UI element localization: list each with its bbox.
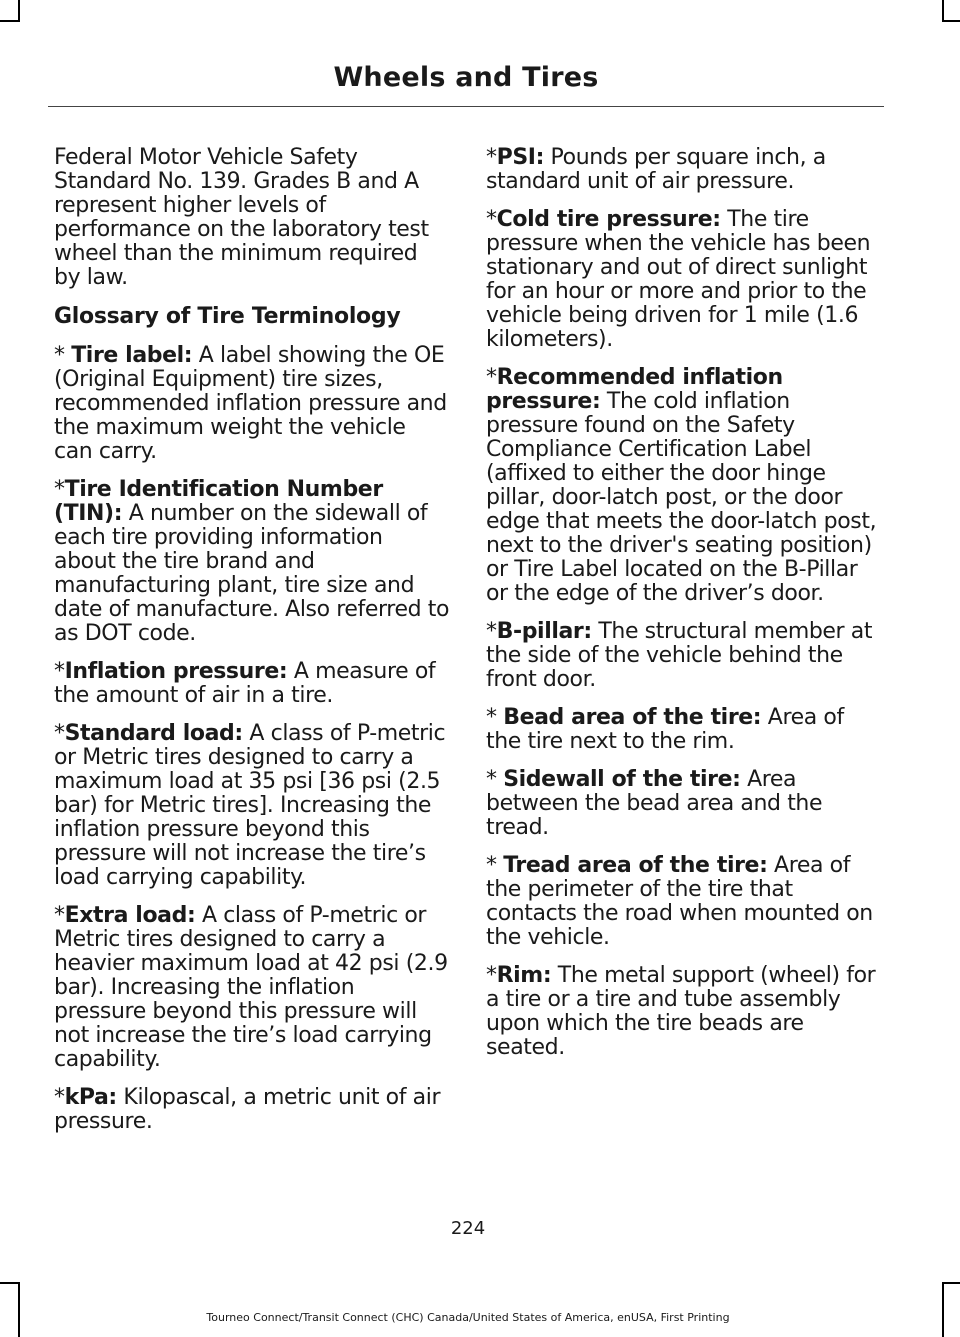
entry-term: Rim: bbox=[496, 963, 552, 988]
entry-term: Tire label: bbox=[71, 343, 193, 368]
header-divider bbox=[48, 106, 884, 107]
footer-text: Tourneo Connect/Transit Connect (CHC) Canada/United States of America, enUSA, First Printing bbox=[206, 1311, 730, 1324]
entry-prefix: * bbox=[486, 145, 497, 170]
crop-mark bbox=[942, 20, 960, 22]
entry-definition: The structural member at the side of the vehicle behind the front door. bbox=[486, 619, 873, 692]
left-terms-list bbox=[54, 344, 450, 1134]
entry-term: Sidewall of the tire: bbox=[503, 767, 741, 792]
glossary-entry bbox=[54, 344, 450, 464]
entry-prefix: * bbox=[54, 659, 65, 684]
entry-term: Extra load: bbox=[64, 903, 196, 928]
entry-definition: The tire pressure when the vehicle has been stationary and out of direct sunlight for an hour or more and prior to the vehicle being driven for 1 mile (1.6 kilometers). bbox=[486, 207, 871, 352]
entry-term: Tread area of the tire: bbox=[503, 853, 768, 878]
entry-definition: Kilopascal, a metric unit of air pressure. bbox=[54, 1085, 441, 1134]
entry-prefix: * bbox=[486, 207, 497, 232]
entry-term: kPa: bbox=[64, 1085, 117, 1110]
entry-definition: Area between the bead area and the tread. bbox=[486, 767, 823, 840]
intro-paragraph: Federal Motor Vehicle Safety Standard No. 139. Grades B and A represent higher levels of performance on the laboratory test wheel than the minimum required by law. bbox=[54, 145, 429, 290]
glossary-entry bbox=[54, 722, 450, 890]
entry-prefix: * bbox=[54, 343, 72, 368]
glossary-entry bbox=[54, 478, 450, 646]
entry-prefix: * bbox=[486, 853, 504, 878]
entry-term: Recommended inflation pressure: bbox=[486, 365, 783, 414]
entry-definition: Area of the perimeter of the tire that contacts the road when mounted on the vehicle. bbox=[486, 853, 873, 950]
entry-prefix: * bbox=[486, 365, 497, 390]
page-title: Wheels and Tires bbox=[333, 62, 599, 93]
glossary-entry bbox=[486, 208, 882, 352]
glossary-entry bbox=[486, 768, 882, 840]
glossary-entry bbox=[54, 904, 450, 1072]
entry-definition: Area of the tire next to the rim. bbox=[486, 705, 844, 754]
entry-prefix: * bbox=[54, 477, 65, 502]
glossary-entry bbox=[486, 146, 882, 194]
entry-definition: A label showing the OE (Original Equipment) tire sizes, recommended inflation pressure and the maximum weight the vehicle can carry. bbox=[54, 343, 447, 464]
entry-definition: A number on the sidewall of each tire providing information about the tire brand and manufacturing plant, tire size and date of manufacture. Also referred to as DOT code. bbox=[54, 501, 450, 646]
entry-definition: The metal support (wheel) for a tire or a tire and tube assembly upon which the tire beads are seated. bbox=[486, 963, 876, 1060]
crop-mark bbox=[942, 0, 944, 22]
right-column bbox=[486, 146, 882, 1074]
right-terms-list bbox=[486, 146, 882, 1060]
crop-mark bbox=[942, 1282, 960, 1284]
entry-term: Inflation pressure: bbox=[64, 659, 288, 684]
crop-mark bbox=[18, 0, 20, 22]
entry-prefix: * bbox=[486, 705, 504, 730]
entry-prefix: * bbox=[54, 1085, 65, 1110]
glossary-entry bbox=[486, 964, 882, 1060]
entry-prefix: * bbox=[54, 721, 65, 746]
entry-term: Bead area of the tire: bbox=[503, 705, 762, 730]
entry-prefix: * bbox=[54, 903, 65, 928]
entry-definition: Pounds per square inch, a standard unit of air pressure. bbox=[486, 145, 826, 194]
crop-mark bbox=[942, 1282, 944, 1337]
entry-definition: A class of P-metric or Metric tires designed to carry a maximum load at 35 psi [36 psi (2.5 bar) for Metric tires]. Increasing the inflation pressure beyond this pressure will not increase the tire’s load carrying capability. bbox=[54, 721, 446, 890]
crop-mark bbox=[0, 20, 20, 22]
crop-mark bbox=[18, 1282, 20, 1337]
entry-definition: A class of P-metric or Metric tires designed to carry a heavier maximum load at 42 psi (2.9 bar). Increasing the inflation pressure beyond this pressure will not increase the tire’s load carrying capability. bbox=[54, 903, 448, 1072]
entry-term: Cold tire pressure: bbox=[496, 207, 721, 232]
crop-mark bbox=[0, 1282, 20, 1284]
entry-prefix: * bbox=[486, 767, 504, 792]
glossary-entry bbox=[486, 854, 882, 950]
entry-term: PSI: bbox=[496, 145, 544, 170]
entry-prefix: * bbox=[486, 619, 497, 644]
entry-definition: The cold inflation pressure found on the Safety Compliance Certification Label (affixed to either the door hinge pillar, door-latch post, or the door edge that meets the door-latch post, next to the driver's seating position) or Tire Label located on the B-Pillar or the edge of the driver’s door. bbox=[486, 389, 877, 606]
entry-term: B-pillar: bbox=[496, 619, 592, 644]
left-column bbox=[54, 146, 450, 1148]
glossary-entry bbox=[486, 620, 882, 692]
entry-prefix: * bbox=[486, 963, 497, 988]
glossary-entry bbox=[54, 1086, 450, 1134]
entry-term: Tire Identification Number (TIN): bbox=[54, 477, 383, 526]
entry-term: Standard load: bbox=[64, 721, 243, 746]
glossary-entry bbox=[486, 706, 882, 754]
page-number: 224 bbox=[450, 1218, 486, 1239]
entry-definition: A measure of the amount of air in a tire. bbox=[54, 659, 436, 708]
glossary-entry bbox=[54, 660, 450, 708]
glossary-entry bbox=[486, 366, 882, 606]
glossary-heading: Glossary of Tire Terminology bbox=[54, 304, 401, 329]
